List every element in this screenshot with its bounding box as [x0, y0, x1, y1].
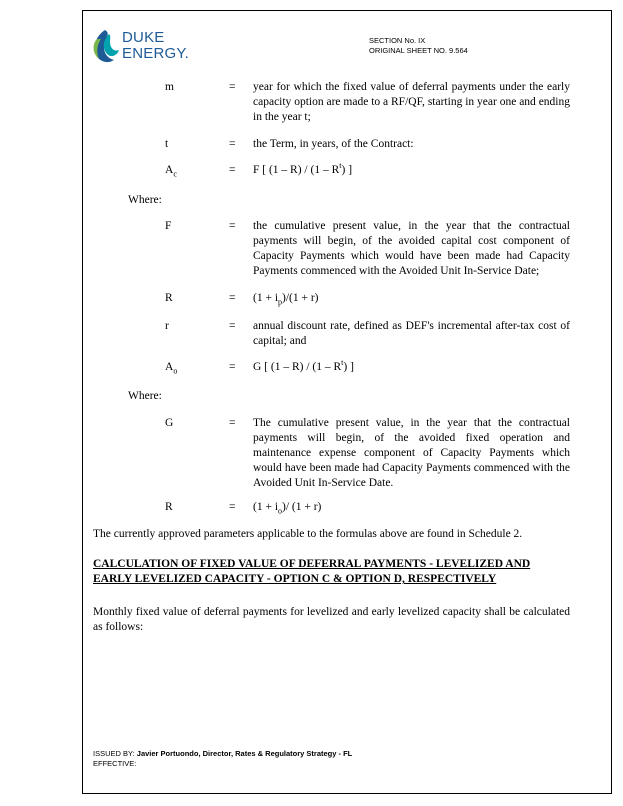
issued-by-value: Javier Portuondo, Director, Rates & Regulatory Strategy - FL	[136, 749, 353, 758]
equals-sign: =	[229, 292, 236, 304]
sheet-header	[369, 36, 468, 56]
symbol-f: F	[165, 220, 172, 232]
definition-f-text: the cumulative present value, in the year that the contractual payments will begin, of the avoided capital cost component of Capacity Payments which would have been made had Capacity Payments commenced with the Avoided Unit In-Service Date;	[253, 220, 570, 277]
logo-line2: ENERGY.	[122, 45, 189, 62]
equals-sign: =	[229, 138, 236, 150]
formula-ao-expression: G [ $(1 - R) / (1 - R^t)$ ]	[253, 358, 354, 373]
formula-r2-expression: $(1 + i_o)/$ (1 + r)	[253, 501, 322, 516]
equals-sign: =	[229, 81, 236, 93]
definition-r-text: annual discount rate, defined as DEF's incremental after-tax cost of capital; and	[253, 320, 570, 347]
issued-by-label: ISSUED BY:	[93, 749, 135, 758]
definition-t-text: the Term, in years, of the Contract:	[253, 138, 414, 150]
symbol-ac: $A_c$	[165, 164, 177, 179]
formula-r-expression: $(1 + i_p)/(1 + r)$	[253, 292, 319, 307]
duke-energy-logo-icon	[88, 28, 122, 66]
section-heading: CALCULATION OF FIXED VALUE OF DEFERRAL PAYMENTS - LEVELIZED AND EARLY LEVELIZED CAPACITY - OPTION C & OPTION D, RESPECTIVELY	[93, 558, 531, 585]
where-label-2: Where:	[128, 390, 162, 402]
symbol-r-upper: R	[165, 501, 173, 513]
closing-paragraph: Monthly fixed value of deferral payments for levelized and early levelized capacity shall be calculated as follows:	[93, 606, 570, 633]
symbol-r-upper: R	[165, 292, 173, 304]
issued-by-line	[93, 749, 352, 759]
duke-energy-logo	[88, 26, 198, 70]
where-label-1: Where:	[128, 194, 162, 206]
symbol-g: G	[165, 417, 174, 429]
symbol-m: m	[165, 81, 174, 93]
definition-g-text: The cumulative present value, in the year that the contractual payments will begin, of the avoided fixed operation and maintenance expense component of Capacity Payments which would have been made had Capacity Payments commenced with the Avoided Unit In-Service Date.	[253, 417, 570, 489]
symbol-t: t	[165, 138, 169, 150]
logo-line1: DUKE	[122, 29, 165, 46]
equals-sign: =	[229, 501, 236, 513]
effective-label: EFFECTIVE:	[93, 759, 137, 768]
sheet-number: ORIGINAL SHEET NO. 9.564	[369, 46, 468, 55]
footer	[93, 749, 352, 769]
symbol-r-lower: r	[165, 320, 169, 332]
equals-sign: =	[229, 361, 236, 373]
equals-sign: =	[229, 417, 236, 429]
equals-sign: =	[229, 164, 236, 176]
equals-sign: =	[229, 220, 236, 232]
section-number: SECTION No. IX	[369, 36, 426, 45]
parameters-note: The currently approved parameters applicable to the formulas above are found in Schedule 2.	[93, 528, 523, 540]
symbol-ao: $A_o$	[165, 361, 178, 376]
logo-text	[122, 30, 189, 62]
equals-sign: =	[229, 320, 236, 332]
formula-ac-expression: F [ $(1 - R) / (1 - R^t)$ ]	[253, 161, 353, 176]
definition-m-text: year for which the fixed value of deferral payments under the early capacity option are made to a RF/QF, starting in year one and ending in the year t;	[253, 81, 570, 123]
